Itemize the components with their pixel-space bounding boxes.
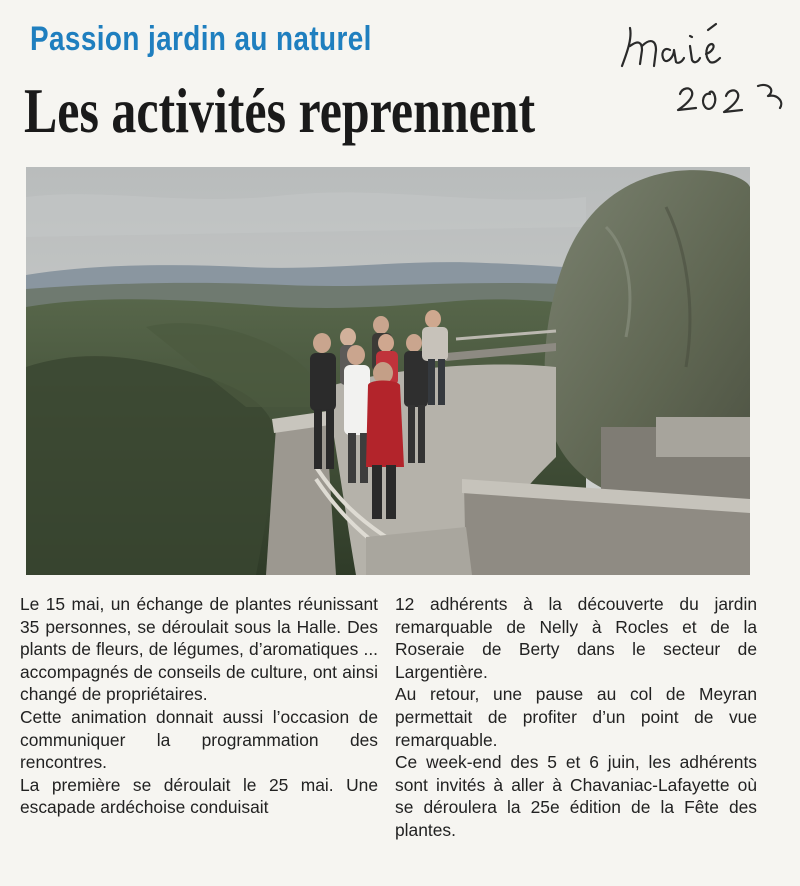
group-photo-at-viewpoint-icon [26,167,750,575]
article-paragraph: Cette animation donnait aussi l’occasion de communiquer la programmation des rencontres. [20,706,378,773]
article-paragraph: Le 15 mai, un échange de plantes réunissant 35 personnes, se déroulait sous la Halle. Des plants de fleurs, de légumes, d’aromatiques ... accompagnés de conseils de culture, ont ainsi changé de propriétaires. [20,594,378,705]
article-paragraph: La première se déroulait le 25 mai. Une escapade ardéchoise conduisait [20,774,378,818]
article-paragraph: Ce week-end des 5 et 6 juin, les adhérents sont invités à aller à Chavaniac-Lafayette où se déroulera la 25e édition de la Fête des plantes. [395,752,757,840]
handwritten-date-note [608,16,798,126]
article-column-left [20,593,378,819]
article-paragraph: 12 adhérents à la découverte du jardin remarquable de Nelly à Rocles et de la Roseraie de Berty dans le secteur de Largentière. [395,594,757,682]
article-photo [26,167,750,575]
article-headline: Les activités reprennent [24,75,536,146]
article-kicker: Passion jardin au naturel [30,20,372,58]
article-paragraph: Au retour, une pause au col de Meyran permettait de profiter d’un point de vue remarquable. [395,684,757,750]
article-column-right [395,593,757,842]
